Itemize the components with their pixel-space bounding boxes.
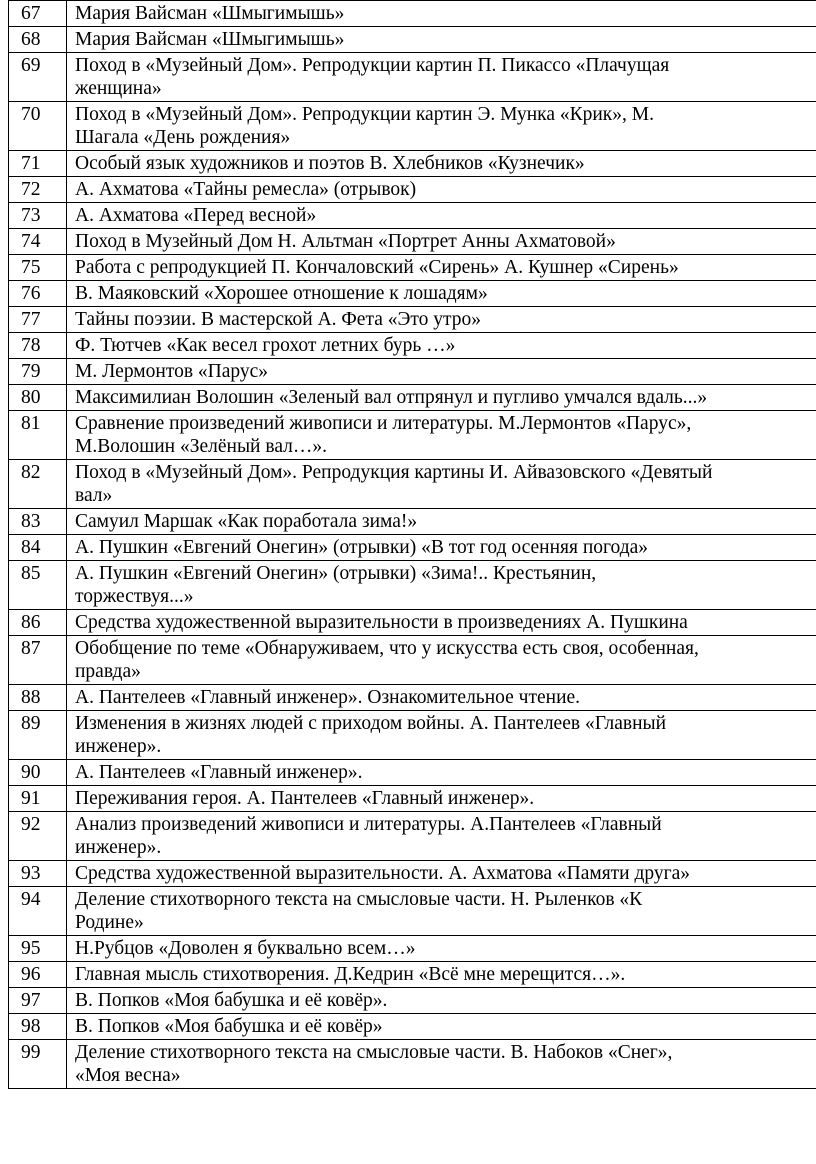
table-row <box>9 786 816 812</box>
row-number: 77 <box>9 307 67 333</box>
lesson-topic <box>67 333 816 359</box>
lesson-topic <box>67 861 816 887</box>
table-row <box>9 281 816 307</box>
row-number: 92 <box>9 812 67 861</box>
table-row <box>9 307 816 333</box>
lesson-topic-line: инженер». <box>75 837 162 858</box>
lesson-topic-line: Мария Вайсман «Шмыгимышь» <box>75 3 345 24</box>
lesson-topic-line: М. Лермонтов «Парус» <box>75 361 269 382</box>
lesson-topic <box>67 1014 816 1040</box>
table-row <box>9 385 816 411</box>
lesson-topic-line: В. Попков «Моя бабушка и её ковёр». <box>75 990 388 1011</box>
lesson-topic <box>67 53 816 102</box>
lesson-topic-line: Мария Вайсман «Шмыгимышь» <box>75 29 345 50</box>
lesson-topic-line: Шагала «День рождения» <box>75 127 291 148</box>
lesson-topic-line: Поход в «Музейный Дом». Репродукция картины И. Айвазовского «Девятый <box>75 462 713 483</box>
lesson-topic-line: Тайны поэзии. В мастерской А. Фета «Это утро» <box>75 309 482 330</box>
lesson-topic-line: Н.Рубцов «Доволен я буквально всем…» <box>75 938 416 959</box>
row-number: 69 <box>9 53 67 102</box>
lesson-topic <box>67 685 816 711</box>
lesson-topic <box>67 535 816 561</box>
lesson-topic <box>67 760 816 786</box>
lesson-topic-line: Максимилиан Волошин «Зеленый вал отпрянул и пугливо умчался вдаль...» <box>75 387 708 408</box>
lesson-topic <box>67 887 816 936</box>
lesson-topic <box>67 509 816 535</box>
table-row <box>9 151 816 177</box>
lesson-topic-line: А. Пушкин «Евгений Онегин» (отрывки) «Зима!.. Крестьянин, <box>75 563 597 584</box>
lesson-table <box>8 0 816 1089</box>
lesson-topic-line: Деление стихотворного текста на смысловые части. Н. Рыленков «К <box>75 889 643 910</box>
lesson-topic <box>67 711 816 760</box>
lesson-topic-line: Поход в «Музейный Дом». Репродукции картин Э. Мунка «Крик», М. <box>75 104 654 125</box>
table-row <box>9 561 816 610</box>
row-number: 83 <box>9 509 67 535</box>
lesson-topic <box>67 786 816 812</box>
lesson-topic <box>67 151 816 177</box>
lesson-topic <box>67 307 816 333</box>
table-row <box>9 711 816 760</box>
lesson-topic-line: Обобщение по теме «Обнаруживаем, что у искусства есть своя, особенная, <box>75 638 699 659</box>
lesson-topic-line: В. Попков «Моя бабушка и её ковёр» <box>75 1016 383 1037</box>
table-row <box>9 861 816 887</box>
row-number: 90 <box>9 760 67 786</box>
lesson-topic <box>67 636 816 685</box>
row-number: 93 <box>9 861 67 887</box>
table-row <box>9 333 816 359</box>
lesson-topic <box>67 385 816 411</box>
table-row <box>9 1 816 27</box>
table-row <box>9 812 816 861</box>
lesson-topic <box>67 203 816 229</box>
lesson-topic <box>67 962 816 988</box>
lesson-topic-line: Средства художественной выразительности. А. Ахматова «Памяти друга» <box>75 863 691 884</box>
lesson-topic-line: А. Пантелеев «Главный инженер». Ознакомительное чтение. <box>75 687 581 708</box>
lesson-topic-line: Работа с репродукцией П. Кончаловский «Сирень» А. Кушнер «Сирень» <box>75 257 679 278</box>
lesson-topic <box>67 229 816 255</box>
table-row <box>9 203 816 229</box>
table-row <box>9 177 816 203</box>
lesson-topic-line: вал» <box>75 485 113 506</box>
lesson-topic-line: Особый язык художников и поэтов В. Хлебников «Кузнечик» <box>75 153 585 174</box>
row-number: 82 <box>9 460 67 509</box>
lesson-topic-line: «Моя весна» <box>75 1065 181 1086</box>
row-number: 96 <box>9 962 67 988</box>
lesson-topic <box>67 1040 816 1089</box>
table-row <box>9 760 816 786</box>
row-number: 68 <box>9 27 67 53</box>
table-row <box>9 1040 816 1089</box>
row-number: 86 <box>9 610 67 636</box>
row-number: 94 <box>9 887 67 936</box>
lesson-topic-line: Родине» <box>75 912 144 933</box>
table-row <box>9 685 816 711</box>
row-number: 72 <box>9 177 67 203</box>
lesson-topic <box>67 281 816 307</box>
row-number: 80 <box>9 385 67 411</box>
row-number: 85 <box>9 561 67 610</box>
table-row <box>9 988 816 1014</box>
lesson-topic-line: торжествуя...» <box>75 586 194 607</box>
row-number: 78 <box>9 333 67 359</box>
lesson-topic <box>67 561 816 610</box>
row-number: 91 <box>9 786 67 812</box>
row-number: 67 <box>9 1 67 27</box>
row-number: 87 <box>9 636 67 685</box>
lesson-topic-line: А. Пантелеев «Главный инженер». <box>75 762 363 783</box>
table-row <box>9 255 816 281</box>
lesson-topic-line: Деление стихотворного текста на смысловые части. В. Набоков «Снег», <box>75 1042 673 1063</box>
row-number: 71 <box>9 151 67 177</box>
table-row <box>9 53 816 102</box>
lesson-topic-line: А. Ахматова «Перед весной» <box>75 205 317 226</box>
table-row <box>9 535 816 561</box>
lesson-topic <box>67 255 816 281</box>
lesson-topic-line: А. Ахматова «Тайны ремесла» (отрывок) <box>75 179 417 200</box>
table-row <box>9 509 816 535</box>
lesson-topic <box>67 411 816 460</box>
lesson-topic-line: Самуил Маршак «Как поработала зима!» <box>75 511 418 532</box>
row-number: 73 <box>9 203 67 229</box>
row-number: 74 <box>9 229 67 255</box>
row-number: 75 <box>9 255 67 281</box>
lesson-topic-line: Средства художественной выразительности в произведениях А. Пушкина <box>75 612 688 633</box>
lesson-topic-line: Сравнение произведений живописи и литературы. М.Лермонтов «Парус», <box>75 413 692 434</box>
lesson-topic-line: женщина» <box>75 78 162 99</box>
lesson-topic <box>67 460 816 509</box>
lesson-topic <box>67 936 816 962</box>
lesson-topic-line: Изменения в жизнях людей с приходом войны. А. Пантелеев «Главный <box>75 713 667 734</box>
table-row <box>9 610 816 636</box>
table-row <box>9 887 816 936</box>
table-row <box>9 102 816 151</box>
table-row <box>9 27 816 53</box>
table-row <box>9 636 816 685</box>
lesson-topic <box>67 610 816 636</box>
lesson-topic <box>67 359 816 385</box>
lesson-topic <box>67 102 816 151</box>
table-row <box>9 962 816 988</box>
lesson-topic <box>67 27 816 53</box>
table-row <box>9 1014 816 1040</box>
table-row <box>9 936 816 962</box>
lesson-table-body <box>9 1 816 1089</box>
lesson-topic-line: М.Волошин «Зелёный вал…». <box>75 436 327 457</box>
row-number: 98 <box>9 1014 67 1040</box>
lesson-topic-line: инженер». <box>75 736 162 757</box>
lesson-topic-line: Анализ произведений живописи и литературы. А.Пантелеев «Главный <box>75 814 662 835</box>
lesson-topic-line: Поход в «Музейный Дом». Репродукции картин П. Пикассо «Плачущая <box>75 55 670 76</box>
lesson-topic-line: правда» <box>75 661 141 682</box>
lesson-topic-line: В. Маяковский «Хорошее отношение к лошадям» <box>75 283 488 304</box>
lesson-topic <box>67 812 816 861</box>
lesson-topic <box>67 988 816 1014</box>
row-number: 76 <box>9 281 67 307</box>
lesson-topic-line: Главная мысль стихотворения. Д.Кедрин «Всё мне мерещится…». <box>75 964 626 985</box>
row-number: 79 <box>9 359 67 385</box>
table-row <box>9 411 816 460</box>
table-row <box>9 359 816 385</box>
table-row <box>9 229 816 255</box>
row-number: 88 <box>9 685 67 711</box>
row-number: 89 <box>9 711 67 760</box>
lesson-topic-line: Ф. Тютчев «Как весел грохот летних бурь …» <box>75 335 456 356</box>
row-number: 81 <box>9 411 67 460</box>
row-number: 99 <box>9 1040 67 1089</box>
lesson-topic-line: А. Пушкин «Евгений Онегин» (отрывки) «В тот год осенняя погода» <box>75 537 649 558</box>
lesson-topic <box>67 177 816 203</box>
table-row <box>9 460 816 509</box>
lesson-topic <box>67 1 816 27</box>
row-number: 97 <box>9 988 67 1014</box>
lesson-topic-line: Переживания героя. А. Пантелеев «Главный инженер». <box>75 788 535 809</box>
row-number: 95 <box>9 936 67 962</box>
row-number: 70 <box>9 102 67 151</box>
lesson-topic-line: Поход в Музейный Дом Н. Альтман «Портрет Анны Ахматовой» <box>75 231 616 252</box>
row-number: 84 <box>9 535 67 561</box>
